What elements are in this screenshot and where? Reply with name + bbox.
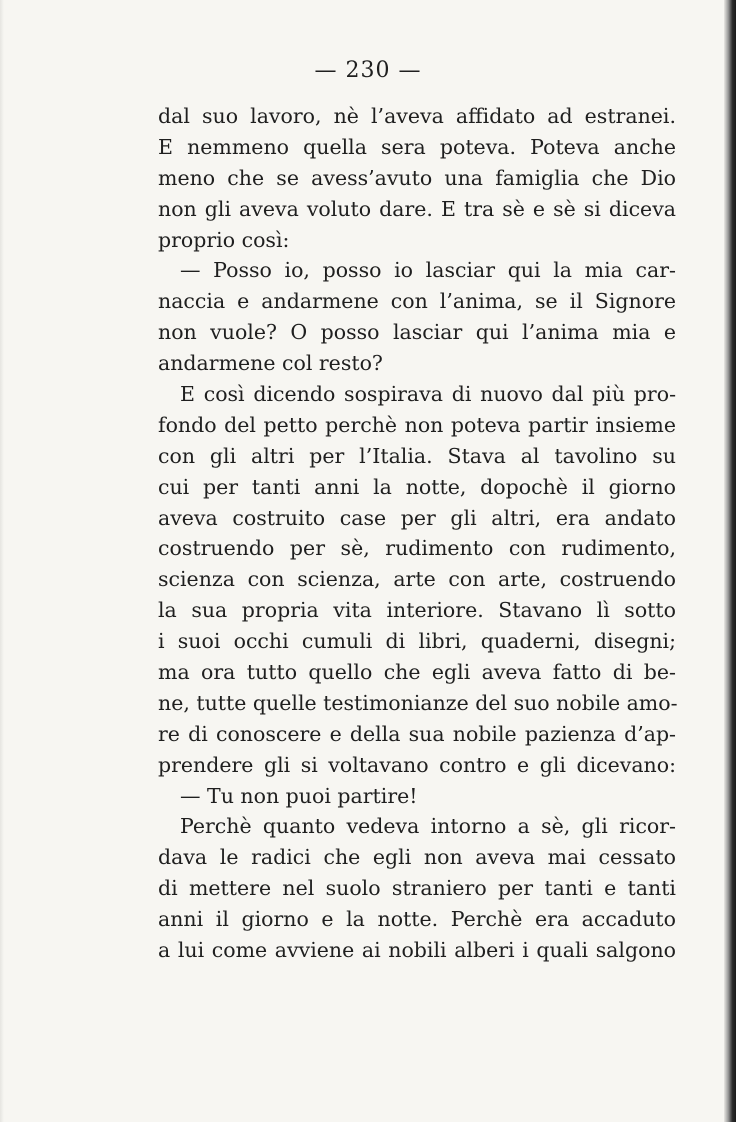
text-line: i suoi occhi cumuli di libri, quaderni, disegni; [158,629,676,654]
text-line: prendere gli si voltavano contro e gli dicevano: [158,752,676,777]
text-line: E così dicendo sospirava di nuovo dal più pro- [180,382,676,407]
scan-left-edge [0,0,4,1122]
text-line: a lui come avviene ai nobili alberi i quali salgono [158,938,676,963]
text-line: fondo del petto perchè non poteva partir insieme [158,412,676,437]
book-spine-shadow [724,0,736,1122]
text-line: di mettere nel suolo straniero per tanti e tanti [158,876,676,901]
text-line: naccia e andarmene con l’anima, se il Signore [158,289,676,314]
text-line: dava le radici che egli non aveva mai cessato [158,845,676,870]
text-line: ma ora tutto quello che egli aveva fatto di be- [158,660,676,685]
text-line: la sua propria vita interiore. Stavano lì sotto [158,598,676,623]
text-line: anni il giorno e la notte. Perchè era accaduto [158,907,676,932]
body-text [158,101,676,966]
text-line: aveva costruito case per gli altri, era andato [158,505,676,530]
text-line: non vuole? O posso lasciar qui l’anima mia e [158,320,676,345]
text-line: E nemmeno quella sera poteva. Poteva anche [158,134,676,159]
text-line: dal suo lavoro, nè l’aveva affidato ad estranei. [158,104,676,128]
text-line: ne, tutte quelle testimonianze del suo nobile amo- [158,690,678,715]
page-number-header: — 230 — [314,58,422,83]
text-line: — Tu non puoi partire! [180,783,418,808]
text-line: meno che se avess’avuto una famiglia che Dio [158,165,676,190]
text-line: scienza con scienza, arte con arte, costruendo [158,567,676,592]
text-line: con gli altri per l’Italia. Stava al tavolino su [158,443,676,468]
text-line: — Posso io, posso io lasciar qui la mia car- [180,258,676,283]
text-line: non gli aveva voluto dare. E tra sè e sè si diceva [158,196,676,221]
text-line: re di conoscere e della sua nobile pazienza d’ap- [158,721,676,746]
text-line: andarmene col resto? [158,351,383,376]
text-line: proprio così: [158,227,290,252]
text-line: Perchè quanto vedeva intorno a sè, gli ricor- [180,814,676,839]
text-line: costruendo per sè, rudimento con rudimento, [158,536,676,561]
text-line: cui per tanti anni la notte, dopochè il giorno [158,474,676,499]
